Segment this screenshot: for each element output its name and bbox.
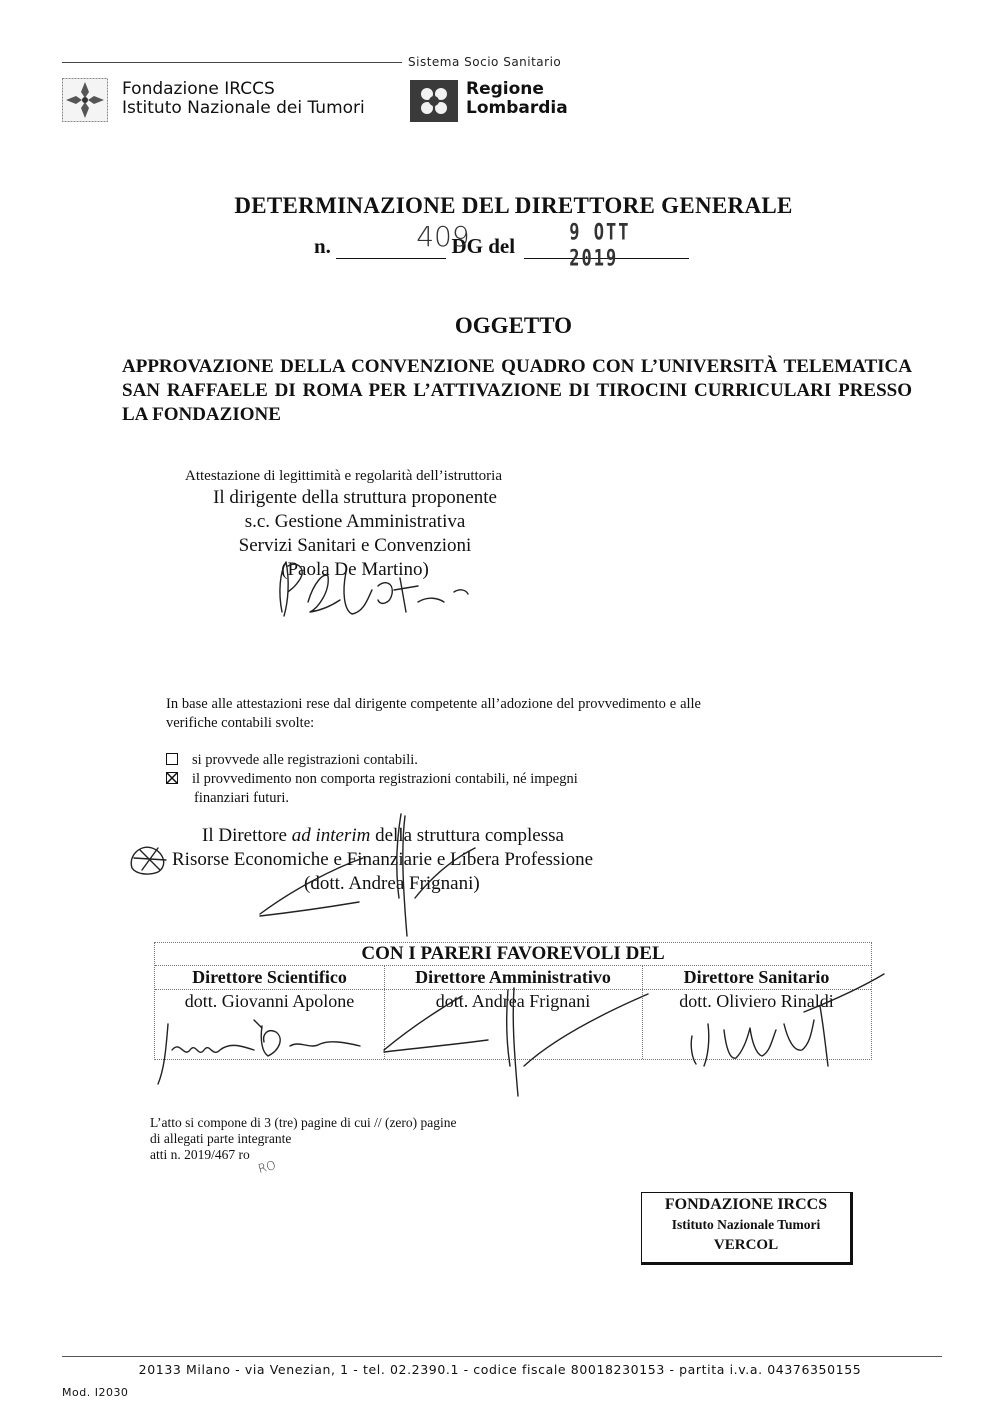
pareri-heading: CON I PARERI FAVOREVOLI DEL (361, 943, 665, 964)
signature-frignani-direttore (255, 808, 535, 938)
check-mark-icon (167, 773, 177, 783)
document-title: DETERMINAZIONE DEL DIRETTORE GENERALE (234, 193, 793, 218)
date-field (524, 220, 689, 272)
attestazione-label: Attestazione di legittimità e regolarità dell’istruttoria (185, 468, 502, 484)
contabili-intro: In base alle attestazioni rese dal dirigente competente all’adozione del provvedimento e alle verifiche contabili svolte: (166, 696, 701, 731)
vercol-stamp (641, 1192, 853, 1265)
regione-lombardia-logo-icon (410, 80, 458, 122)
checkbox-no-registrazioni[interactable] (166, 772, 178, 784)
signature-rinaldi (684, 970, 894, 1070)
module-code: Mod. I2030 (62, 1386, 129, 1399)
name-direttore-amministrativo: dott. Andrea Frignani (435, 991, 591, 1011)
regione-line1: Regione (466, 79, 544, 99)
footer-rule (62, 1356, 942, 1357)
number-field (336, 220, 470, 259)
stamp-line2: Istituto Nazionale Tumori (671, 1217, 821, 1232)
attestazione-line3: Servizi Sanitari e Convenzioni (238, 535, 472, 556)
option-no-registrazioni-label: il provvedimento non comporta registrazioni contabili, né impegni (192, 771, 578, 787)
handwritten-initials: RO (256, 1157, 278, 1177)
role-direttore-amministrativo: Direttore Amministrativo (415, 967, 611, 987)
fondazione-logo-icon (62, 78, 108, 122)
direttore-line1-italic: ad interim (291, 825, 371, 846)
stamp-line3: VERCOL (713, 1237, 779, 1253)
role-direttore-sanitario: Direttore Sanitario (683, 967, 830, 987)
regione-lombardia-name (466, 80, 568, 118)
role-direttore-scientifico: Direttore Scientifico (192, 967, 347, 987)
direttore-line1-suffix: della struttura complessa (370, 825, 564, 846)
dg-del-label: DG del (451, 234, 516, 258)
direttore-line1-prefix: Il Direttore (202, 825, 292, 846)
table-divider (155, 965, 871, 966)
atto-info-line1: L’atto si compone di 3 (tre) pagine di cui // (zero) pagine (150, 1115, 457, 1130)
regione-line2: Lombardia (466, 98, 568, 118)
determination-number-line (314, 220, 689, 272)
fondazione-name (122, 80, 365, 118)
option-registrazioni-label: si provvede alle registrazioni contabili. (192, 752, 418, 768)
atto-info-line3: atti n. 2019/467 ro (150, 1147, 250, 1162)
number-prefix: n. (314, 234, 331, 258)
sistema-socio-sanitario-label: Sistema Socio Sanitario (408, 55, 562, 69)
fondazione-line1: Fondazione IRCCS (122, 79, 275, 99)
signature-apolone (150, 1010, 370, 1090)
atto-info-line2: di allegati parte integrante (150, 1131, 292, 1146)
oggetto-heading: OGGETTO (454, 313, 573, 338)
header-rule (62, 62, 402, 63)
stamp-line1: FONDAZIONE IRCCS (664, 1196, 828, 1213)
attestazione-line2: s.c. Gestione Amministrativa (244, 511, 466, 532)
checkbox-registrazioni[interactable] (166, 753, 178, 765)
option-no-registrazioni-label-2: finanziari futuri. (194, 790, 290, 806)
direttore-line2: Risorse Economiche e Finanziarie e Libera Professione (172, 849, 594, 870)
stamped-date: 9 OTT 2019 (569, 220, 631, 272)
name-direttore-scientifico: dott. Giovanni Apolone (184, 991, 355, 1011)
signature-de-martino (268, 552, 478, 632)
footer-address: 20133 Milano - via Venezian, 1 - tel. 02.2390.1 - codice fiscale 80018230153 - partita i.v.a. 04376350155 (138, 1362, 862, 1377)
attestazione-line1: Il dirigente della struttura proponente (213, 487, 497, 508)
option-registrazioni (166, 751, 418, 770)
name-direttore-sanitario: dott. Oliviero Rinaldi (679, 991, 834, 1011)
attestazione-line4: (Paola De Martino) (281, 559, 429, 580)
oggetto-text: APPROVAZIONE DELLA CONVENZIONE QUADRO CON L’UNIVERSITÀ TELEMATICA SAN RAFFAELE DI ROMA PER L’ATTIVAZIONE DI TIROCINI CURRICULARI PRESSO LA FONDAZIONE (122, 356, 912, 425)
option-no-registrazioni (166, 770, 578, 808)
signature-frignani-amministrativo (378, 970, 658, 1100)
handwritten-number: 409 (416, 220, 470, 253)
stamp-mark-icon (126, 838, 172, 878)
direttore-line3: (dott. Andrea Frignani) (304, 873, 480, 894)
fondazione-line2: Istituto Nazionale dei Tumori (122, 98, 365, 118)
atto-info (150, 1115, 457, 1163)
